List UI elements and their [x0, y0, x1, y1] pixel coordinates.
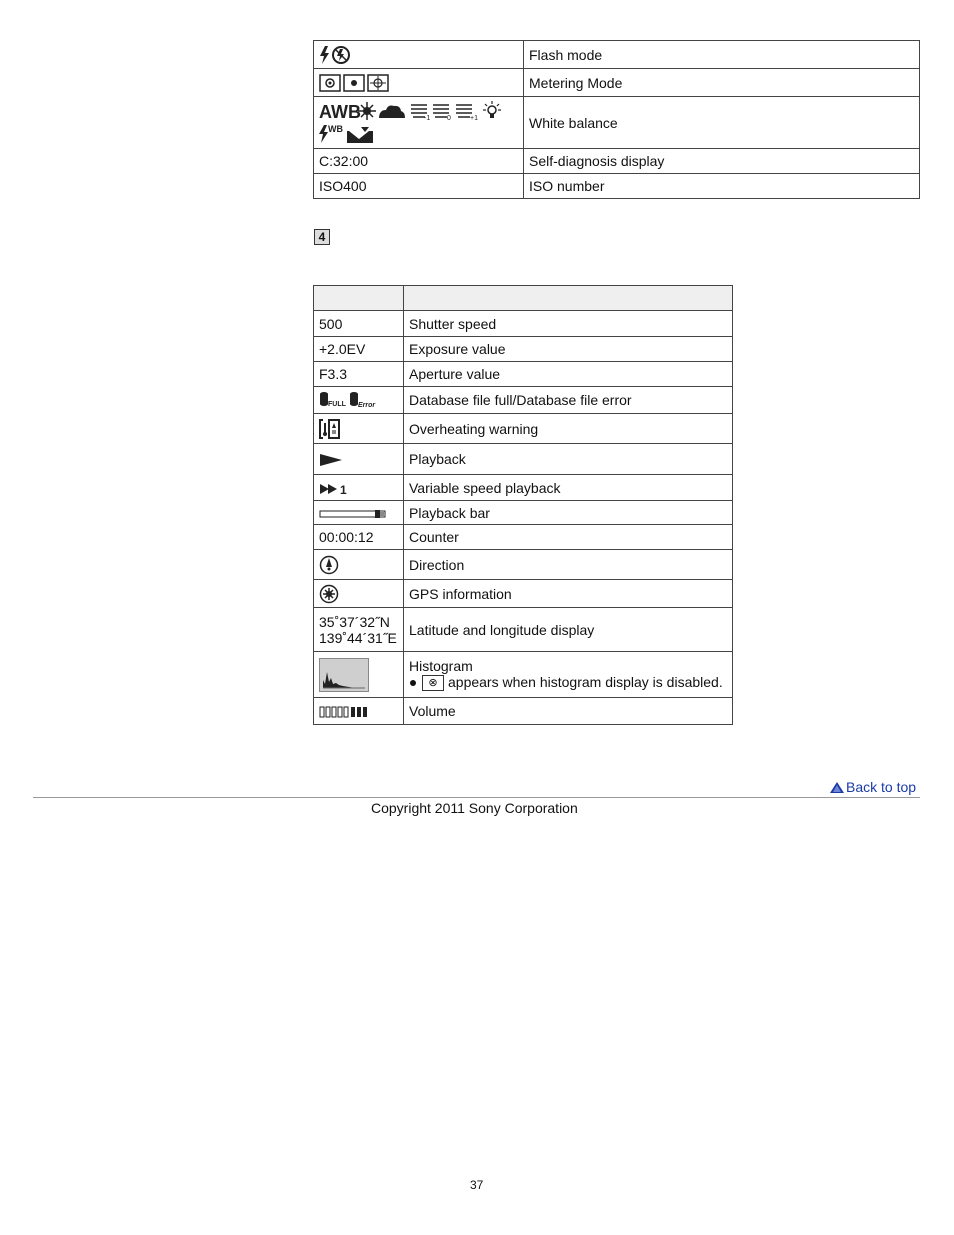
svg-text:0: 0	[447, 114, 451, 122]
variable-speed-playback-icon-cell	[314, 475, 404, 501]
table-row	[314, 698, 733, 725]
histogram-note	[409, 674, 727, 691]
database-file-icon	[319, 391, 379, 409]
metering-mode-icons-cell	[314, 69, 524, 97]
table-cell-label: Counter	[404, 525, 733, 550]
table-row	[314, 69, 920, 97]
table-cell-label: Flash mode	[524, 41, 920, 69]
table-cell-label: White balance	[524, 97, 920, 149]
table-row	[314, 337, 733, 362]
table-cell-value: F3.3	[314, 362, 404, 387]
copyright-text: Copyright 2011 Sony Corporation	[371, 800, 578, 816]
white-balance-icons-cell	[314, 97, 524, 149]
playback-icon-cell	[314, 444, 404, 475]
indicator-table-upper	[313, 40, 920, 199]
svg-text:-1: -1	[424, 114, 431, 122]
up-triangle-icon	[830, 782, 844, 793]
table-row	[314, 311, 733, 337]
section-marker-4: 4	[314, 229, 330, 245]
table-row	[314, 475, 733, 501]
svg-text:AWB: AWB	[319, 101, 361, 122]
svg-text:FULL: FULL	[328, 401, 346, 409]
overheating-icon	[319, 419, 341, 439]
table-cell-label: Histogram	[409, 657, 473, 674]
flash-mode-icon	[319, 45, 353, 65]
table-row	[314, 414, 733, 444]
indicator-table-lower	[313, 285, 733, 725]
table-cell-value: 500	[314, 311, 404, 337]
database-file-icons-cell	[314, 387, 404, 414]
table-cell-label: Self-diagnosis display	[524, 149, 920, 174]
table-header-cell	[404, 286, 733, 311]
table-cell-label: Volume	[404, 698, 733, 725]
svg-text:1: 1	[340, 482, 347, 495]
footer-divider	[33, 797, 920, 798]
table-row	[314, 174, 920, 199]
svg-text:Error: Error	[358, 402, 376, 410]
histogram-disabled-icon: ⊗	[422, 675, 444, 691]
table-header-cell	[314, 286, 404, 311]
table-row	[314, 362, 733, 387]
table-row	[314, 387, 733, 414]
table-row	[314, 149, 920, 174]
table-cell-label: Database file full/Database file error	[404, 387, 733, 414]
table-header-row	[314, 286, 733, 311]
table-cell-label: Exposure value	[404, 337, 733, 362]
table-row	[314, 97, 920, 149]
back-to-top-link[interactable]	[830, 779, 916, 795]
histogram-icon-cell	[314, 652, 404, 698]
histogram-description-cell	[404, 652, 733, 698]
playback-icon	[319, 453, 343, 467]
table-cell-label: Metering Mode	[524, 69, 920, 97]
back-to-top-label: Back to top	[846, 779, 917, 795]
gps-icon	[319, 584, 339, 604]
table-row	[314, 41, 920, 69]
svg-text:WB: WB	[328, 123, 343, 134]
table-cell-label: Overheating warning	[404, 414, 733, 444]
table-row	[314, 525, 733, 550]
volume-icon	[319, 706, 373, 718]
playback-bar-icon	[319, 509, 387, 519]
overheating-icon-cell	[314, 414, 404, 444]
gps-icon-cell	[314, 580, 404, 608]
table-cell-value: +2.0EV	[314, 337, 404, 362]
metering-mode-icon	[319, 74, 391, 92]
table-cell-label: Playback bar	[404, 501, 733, 525]
playback-bar-icon-cell	[314, 501, 404, 525]
latitude-value: 35˚37´32˝N	[319, 613, 390, 630]
table-cell-value: C:32:00	[314, 149, 524, 174]
variable-speed-playback-icon	[319, 483, 349, 495]
longitude-value: 139˚44´31˝E	[319, 629, 397, 646]
histogram-icon	[319, 658, 369, 692]
table-cell-label: Direction	[404, 550, 733, 580]
table-cell-label: Playback	[404, 444, 733, 475]
table-cell-label: Variable speed playback	[404, 475, 733, 501]
volume-icon-cell	[314, 698, 404, 725]
histogram-note-text: appears when histogram display is disabled.	[448, 673, 723, 690]
page-number: 37	[470, 1178, 484, 1192]
table-row	[314, 501, 733, 525]
direction-icon	[319, 555, 339, 575]
table-cell-label: Latitude and longitude display	[404, 608, 733, 652]
table-cell-value: ISO400	[314, 174, 524, 199]
flash-mode-icons-cell	[314, 41, 524, 69]
table-cell-label: ISO number	[524, 174, 920, 199]
table-cell-label: Shutter speed	[404, 311, 733, 337]
table-row	[314, 608, 733, 652]
direction-icon-cell	[314, 550, 404, 580]
table-row	[314, 550, 733, 580]
table-cell-label: GPS information	[404, 580, 733, 608]
table-cell-value: 00:00:12	[314, 525, 404, 550]
svg-text:+1: +1	[470, 114, 478, 122]
lat-long-cell	[314, 608, 404, 652]
white-balance-icon	[319, 101, 505, 145]
table-row	[314, 580, 733, 608]
table-cell-label: Aperture value	[404, 362, 733, 387]
bullet-icon	[410, 680, 416, 686]
table-row	[314, 444, 733, 475]
table-row	[314, 652, 733, 698]
